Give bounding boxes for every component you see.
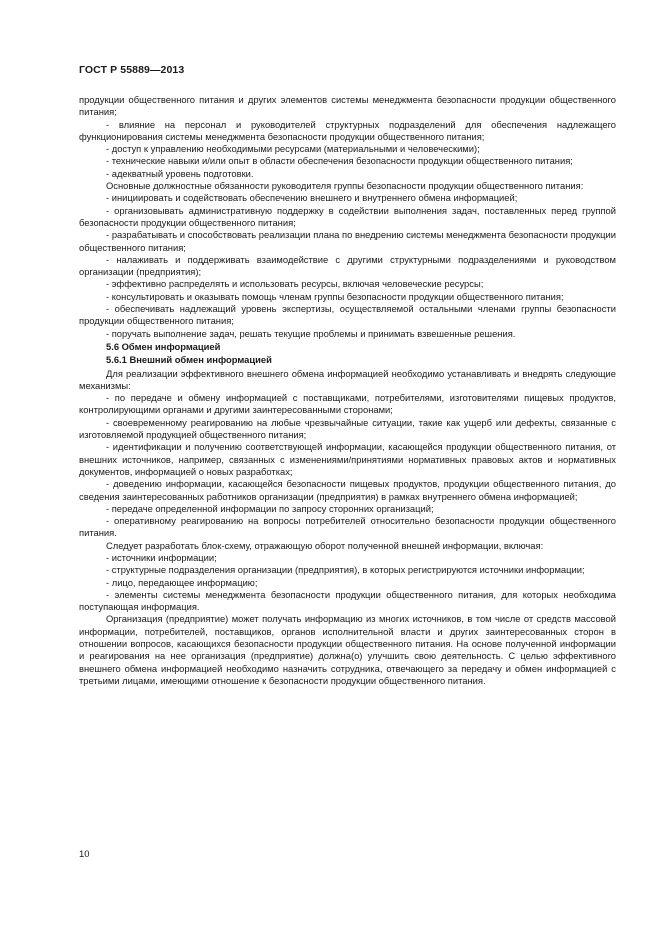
- paragraph: - поручать выполнение задач, решать текущие проблемы и принимать взвешенные решения.: [106, 327, 516, 339]
- paragraph: - лицо, передающее информацию;: [106, 576, 258, 588]
- section-heading: 5.6.1 Внешний обмен информацией: [106, 354, 272, 366]
- paragraph: - оперативному реагированию на вопросы потребителей относительно безопасности продукции общественного питания.: [79, 515, 616, 539]
- paragraph: - элементы системы менеджмента безопасности продукции общественного питания, для которых необходима поступающая информация.: [79, 588, 616, 613]
- paragraph: - технические навыки и/или опыт в области обеспечения безопасности продукции общественного питания;: [106, 155, 573, 167]
- paragraph: - идентификации и получению соответствующей информации, касающейся продукции общественного питания, от внешних источников, например, связанных с изменениями/принятиями нормативных правовых актов и нормативных документов, информацией о новых разработках;: [79, 441, 616, 477]
- paragraph: Организация (предприятие) может получать информацию из многих источников, в том числе от средств массовой информации, потребителей, поставщиков, органов исполнительной власти и других заинтересованных сторон в отношении вопросов, касающихся безопасности продукции общественного питания. На основе полученной информации и реагирования на нее организация (предприятие) должна(о) улучшить свою деятельность. С целью эффективного внешнего обмена информацией необходимо назначить сотрудника, отвечающего за передачу и обмен информацией с третьими лицами, имеющими отношение к безопасности продукции общественного питания.: [79, 613, 616, 686]
- paragraph: - эффективно распределять и использовать ресурсы, включая человеческие ресурсы;: [106, 278, 484, 290]
- paragraph: - налаживать и поддерживать взаимодействие с другими структурными подразделениями и руководством организации (предприятия);: [79, 253, 616, 278]
- paragraph: - разрабатывать и способствовать реализации плана по внедрению системы менеджмента безопасности продукции общественного питания;: [79, 229, 616, 253]
- paragraph: - доступ к управлению необходимыми ресурсами (материальными и человеческими);: [106, 143, 480, 155]
- paragraph: продукции общественного питания и других элементов системы менеджмента безопасности продукции общественного питания;: [79, 94, 616, 118]
- body-text: [79, 94, 616, 687]
- paragraph: - источники информации;: [106, 551, 217, 563]
- standard-code: ГОСТ Р 55889—2013: [79, 64, 185, 76]
- page-number: 10: [79, 848, 90, 859]
- paragraph: - инициировать и содействовать обеспечению внешнего и внутреннего обмена информацией;: [106, 192, 518, 204]
- paragraph: Следует разработать блок-схему, отражающую оборот полученной внешней информации, включая:: [106, 539, 544, 551]
- paragraph: - консультировать и оказывать помощь членам группы безопасности продукции общественного питания;: [106, 290, 564, 302]
- paragraph: - влияние на персонал и руководителей структурных подразделений для обеспечения надлежащего функционирования системы менеджмента безопасности продукции общественного питания;: [79, 118, 616, 142]
- paragraph: - обеспечивать надлежащий уровень экспертизы, осуществляемой остальными членами группы безопасности продукции общественного питания;: [79, 303, 616, 327]
- paragraph: Основные должностные обязанности руководителя группы безопасности продукции общественного питания:: [106, 180, 584, 192]
- paragraph: - организовывать административную поддержку в содействии выполнения задач, поставленных перед группой безопасности продукции общественного питания;: [79, 204, 616, 228]
- paragraph: Для реализации эффективного внешнего обмена информацией необходимо устанавливать и внедрять следующие механизмы:: [79, 367, 616, 391]
- paragraph: - доведению информации, касающейся безопасности пищевых продуктов, продукции общественного питания, до сведения заинтересованных работников организации (предприятия) в рамках внутреннего обмена информацией;: [79, 478, 616, 502]
- paragraph: - своевременному реагированию на любые чрезвычайные ситуации, такие как ущерб или дефекты, связанные с изготовляемой продукцией общественного питания;: [79, 416, 616, 441]
- paragraph: - передаче определенной информации по запросу сторонних организаций;: [106, 502, 434, 514]
- section-heading: 5.6 Обмен информацией: [106, 340, 221, 352]
- paragraph: - структурные подразделения организации (предприятия), в которых регистрируются источники информации;: [106, 564, 585, 576]
- paragraph: - адекватный уровень подготовки.: [106, 167, 254, 179]
- paragraph: - по передаче и обмену информацией с поставщиками, потребителями, изготовителями пищевых продуктов, контролирующими органами и другими заинтересованными сторонами;: [79, 392, 616, 416]
